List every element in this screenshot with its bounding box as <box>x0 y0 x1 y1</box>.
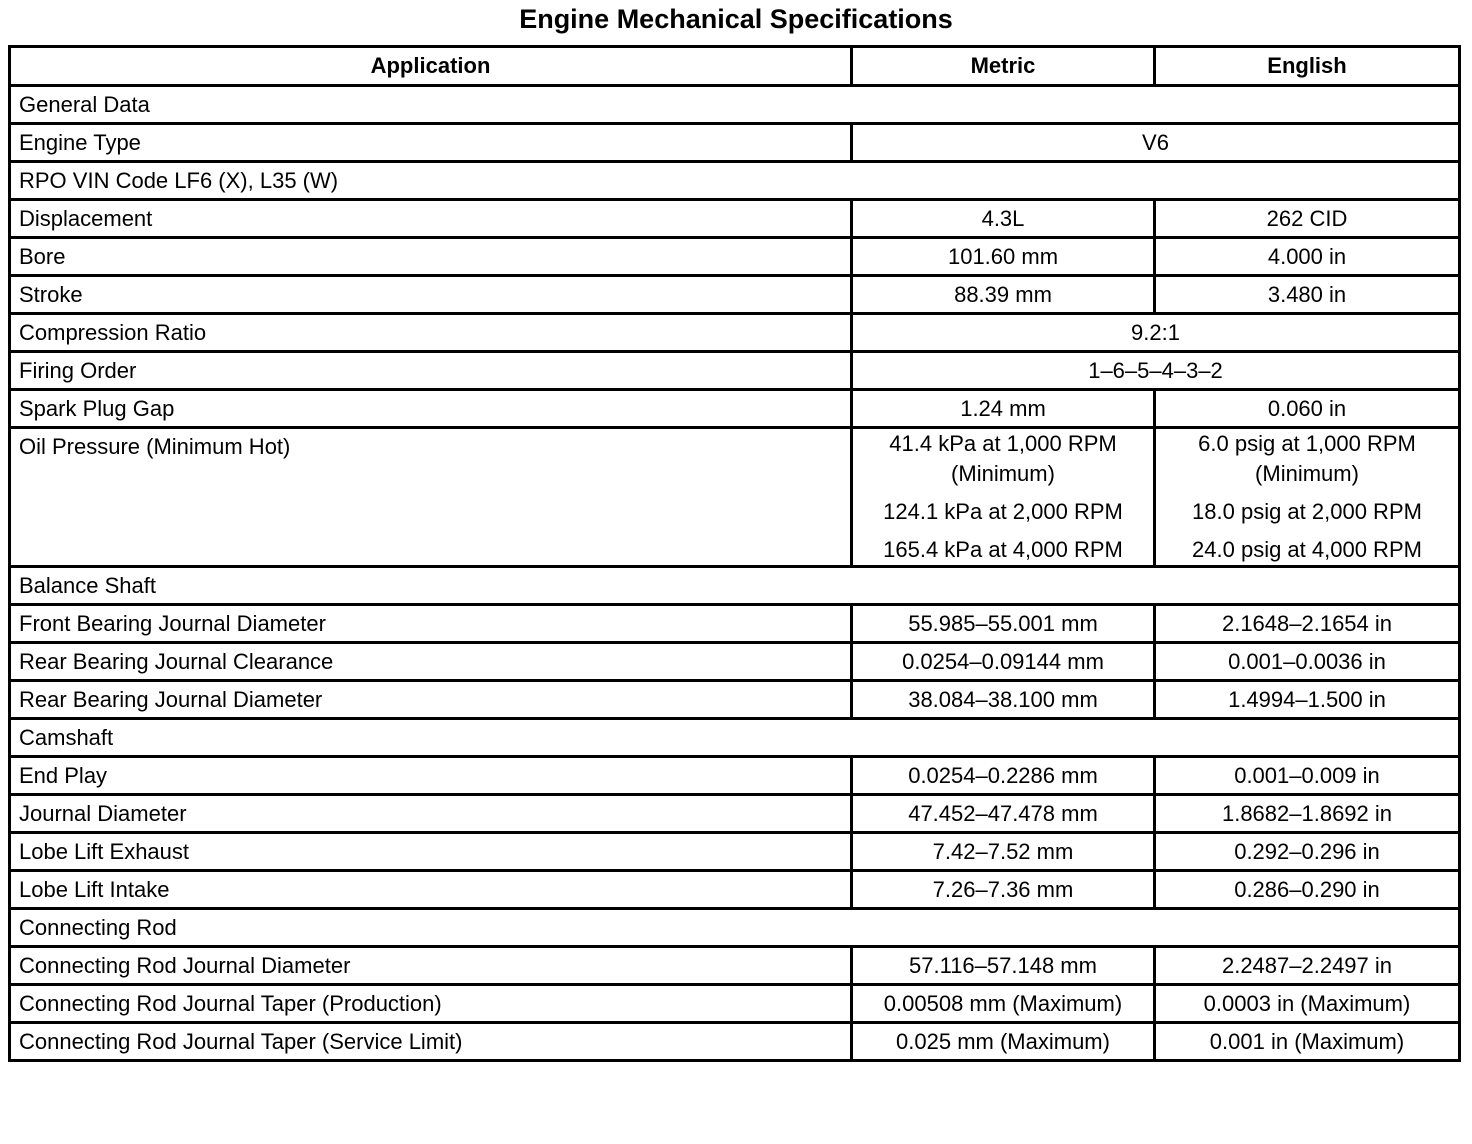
metric-value <box>852 428 1155 567</box>
oil-pressure-english-line: 6.0 psig at 1,000 RPM <box>1198 431 1416 456</box>
row-label: Lobe Lift Exhaust <box>10 833 852 871</box>
row-label: Connecting Rod Journal Diameter <box>10 947 852 985</box>
header-metric: Metric <box>852 47 1155 86</box>
row-label: Displacement <box>10 200 852 238</box>
table-row <box>10 795 1460 833</box>
row-label: Rear Bearing Journal Diameter <box>10 681 852 719</box>
oil-pressure-english-line: 18.0 psig at 2,000 RPM <box>1192 499 1422 524</box>
oil-pressure-metric-line: 124.1 kPa at 2,000 RPM <box>883 499 1123 524</box>
english-value: 262 CID <box>1155 200 1460 238</box>
section-row-balance-shaft <box>10 567 1460 605</box>
table-row <box>10 643 1460 681</box>
row-label: Bore <box>10 238 852 276</box>
row-label: RPO VIN Code LF6 (X), L35 (W) <box>10 162 1460 200</box>
row-label: Connecting Rod Journal Taper (Service Limit) <box>10 1023 852 1061</box>
english-value: 0.001 in (Maximum) <box>1155 1023 1460 1061</box>
table-row <box>10 947 1460 985</box>
english-value: 0.286–0.290 in <box>1155 871 1460 909</box>
spec-table <box>8 45 1461 1062</box>
english-value: 2.1648–2.1654 in <box>1155 605 1460 643</box>
metric-value: 7.42–7.52 mm <box>852 833 1155 871</box>
oil-pressure-metric-line: 165.4 kPa at 4,000 RPM <box>883 537 1123 562</box>
oil-pressure-metric-line: (Minimum) <box>951 461 1055 486</box>
section-row-camshaft <box>10 719 1460 757</box>
section-row-connecting-rod <box>10 909 1460 947</box>
english-value <box>1155 428 1460 567</box>
section-label: General Data <box>10 86 1460 124</box>
table-row <box>10 200 1460 238</box>
metric-value: 4.3L <box>852 200 1155 238</box>
row-value: 9.2:1 <box>852 314 1460 352</box>
header-application: Application <box>10 47 852 86</box>
section-label: Camshaft <box>10 719 1460 757</box>
table-row <box>10 985 1460 1023</box>
english-value: 0.292–0.296 in <box>1155 833 1460 871</box>
section-label: Balance Shaft <box>10 567 1460 605</box>
table-row <box>10 681 1460 719</box>
english-value: 0.0003 in (Maximum) <box>1155 985 1460 1023</box>
metric-value: 55.985–55.001 mm <box>852 605 1155 643</box>
header-english: English <box>1155 47 1460 86</box>
metric-value: 88.39 mm <box>852 276 1155 314</box>
english-value: 1.4994–1.500 in <box>1155 681 1460 719</box>
english-value: 3.480 in <box>1155 276 1460 314</box>
page-title: Engine Mechanical Specifications <box>519 4 953 34</box>
row-label: Journal Diameter <box>10 795 852 833</box>
table-row <box>10 428 1460 567</box>
row-value: V6 <box>852 124 1460 162</box>
table-row <box>10 162 1460 200</box>
row-label: Spark Plug Gap <box>10 390 852 428</box>
metric-value: 38.084–38.100 mm <box>852 681 1155 719</box>
table-row <box>10 605 1460 643</box>
row-label: Connecting Rod Journal Taper (Production) <box>10 985 852 1023</box>
oil-pressure-english-line: 24.0 psig at 4,000 RPM <box>1192 537 1422 562</box>
row-label: Engine Type <box>10 124 852 162</box>
metric-value: 1.24 mm <box>852 390 1155 428</box>
table-row <box>10 757 1460 795</box>
row-label: Oil Pressure (Minimum Hot) <box>10 428 852 567</box>
table-row <box>10 871 1460 909</box>
table-row <box>10 390 1460 428</box>
section-label: Connecting Rod <box>10 909 1460 947</box>
metric-value: 47.452–47.478 mm <box>852 795 1155 833</box>
metric-value: 7.26–7.36 mm <box>852 871 1155 909</box>
table-row <box>10 238 1460 276</box>
row-value: 1–6–5–4–3–2 <box>852 352 1460 390</box>
row-label: Rear Bearing Journal Clearance <box>10 643 852 681</box>
metric-value: 0.0254–0.2286 mm <box>852 757 1155 795</box>
english-value: 0.001–0.009 in <box>1155 757 1460 795</box>
row-label: Lobe Lift Intake <box>10 871 852 909</box>
metric-value: 57.116–57.148 mm <box>852 947 1155 985</box>
english-value: 2.2487–2.2497 in <box>1155 947 1460 985</box>
metric-value: 0.00508 mm (Maximum) <box>852 985 1155 1023</box>
row-label: Firing Order <box>10 352 852 390</box>
table-row <box>10 1023 1460 1061</box>
table-row <box>10 833 1460 871</box>
row-label: Compression Ratio <box>10 314 852 352</box>
row-label: Stroke <box>10 276 852 314</box>
table-row <box>10 352 1460 390</box>
english-value: 0.060 in <box>1155 390 1460 428</box>
row-label: End Play <box>10 757 852 795</box>
oil-pressure-metric-line: 41.4 kPa at 1,000 RPM <box>889 431 1117 456</box>
metric-value: 0.0254–0.09144 mm <box>852 643 1155 681</box>
table-row <box>10 124 1460 162</box>
oil-pressure-english-line: (Minimum) <box>1255 461 1359 486</box>
english-value: 1.8682–1.8692 in <box>1155 795 1460 833</box>
metric-value: 101.60 mm <box>852 238 1155 276</box>
metric-value: 0.025 mm (Maximum) <box>852 1023 1155 1061</box>
english-value: 0.001–0.0036 in <box>1155 643 1460 681</box>
section-row-general <box>10 86 1460 124</box>
row-label: Front Bearing Journal Diameter <box>10 605 852 643</box>
header-row <box>10 47 1460 86</box>
english-value: 4.000 in <box>1155 238 1460 276</box>
table-row <box>10 314 1460 352</box>
table-row <box>10 276 1460 314</box>
